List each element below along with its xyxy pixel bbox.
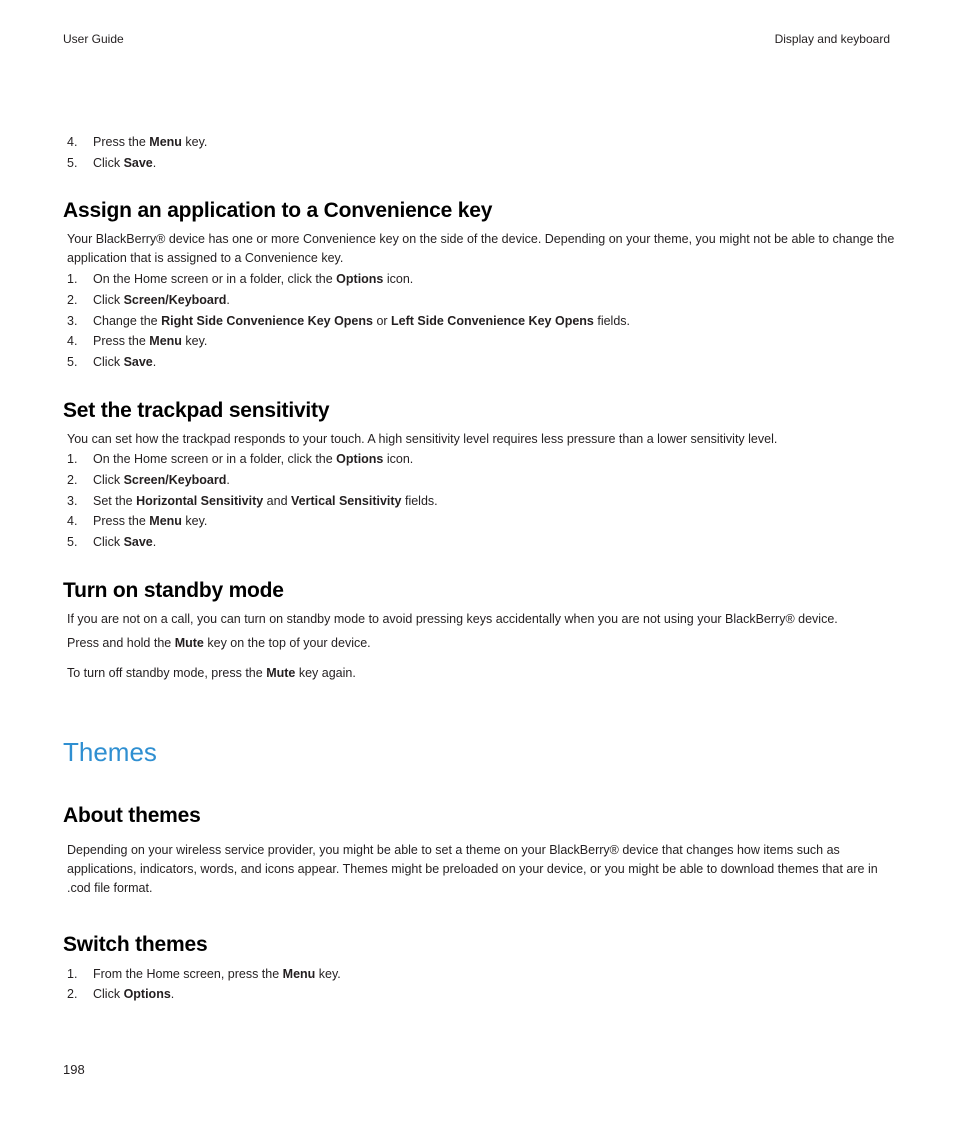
about-themes-text: Depending on your wireless service provider, you might be able to set a theme on your BlackBerry® device that changes how items such as applications, indicators, words, and icons appear. Themes might be preloaded on your device, or you might be able to download themes that are in .cod file format. xyxy=(67,843,878,895)
list-item: 3. Change the Right Side Convenience Key Opens or Left Side Convenience Key Opens fields. xyxy=(67,314,631,328)
page-number: 198 xyxy=(63,1062,85,1077)
standby-intro: If you are not on a call, you can turn on standby mode to avoid pressing keys accidentally when you are not using your BlackBerry® device. xyxy=(67,612,838,626)
section-title-about-themes: About themes xyxy=(63,804,201,827)
trackpad-intro: You can set how the trackpad responds to your touch. A high sensitivity level requires less pressure than a lower sensitivity level. xyxy=(67,432,778,446)
section-title-convenience-key: Assign an application to a Convenience key xyxy=(63,199,493,222)
list-item: 4. Press the Menu key. xyxy=(67,334,208,348)
section-title-standby: Turn on standby mode xyxy=(63,579,284,602)
standby-off-instruction: To turn off standby mode, press the Mute key again. xyxy=(67,666,356,680)
list-item: 5. Click Save. xyxy=(67,156,157,170)
list-item: 1. On the Home screen or in a folder, click the Options icon. xyxy=(67,452,414,466)
chapter-title-themes: Themes xyxy=(63,737,157,767)
standby-instruction: Press and hold the Mute key on the top of your device. xyxy=(67,636,371,650)
list-item: 5. Click Save. xyxy=(67,535,157,549)
list-item: 2. Click Screen/Keyboard. xyxy=(67,293,230,307)
list-item: 4. Press the Menu key. xyxy=(67,514,208,528)
list-item: 2. Click Screen/Keyboard. xyxy=(67,473,230,487)
running-header-right: Display and keyboard xyxy=(774,32,890,46)
section-title-switch-themes: Switch themes xyxy=(63,933,208,956)
list-item: 2. Click Options. xyxy=(67,987,175,1001)
convenience-intro: Your BlackBerry® device has one or more Convenience key on the side of the device. Depending on your theme, you might not be able to change the application that is assigned to a Convenience key. xyxy=(67,232,895,265)
list-item: 1. From the Home screen, press the Menu key. xyxy=(67,967,341,981)
list-item: 4. Press the Menu key. xyxy=(67,135,208,149)
running-header-left: User Guide xyxy=(63,32,124,46)
section-title-trackpad: Set the trackpad sensitivity xyxy=(63,399,330,422)
list-item: 5. Click Save. xyxy=(67,355,157,369)
list-item: 1. On the Home screen or in a folder, click the Options icon. xyxy=(67,272,414,286)
list-item: 3. Set the Horizontal Sensitivity and Vertical Sensitivity fields. xyxy=(67,494,438,508)
